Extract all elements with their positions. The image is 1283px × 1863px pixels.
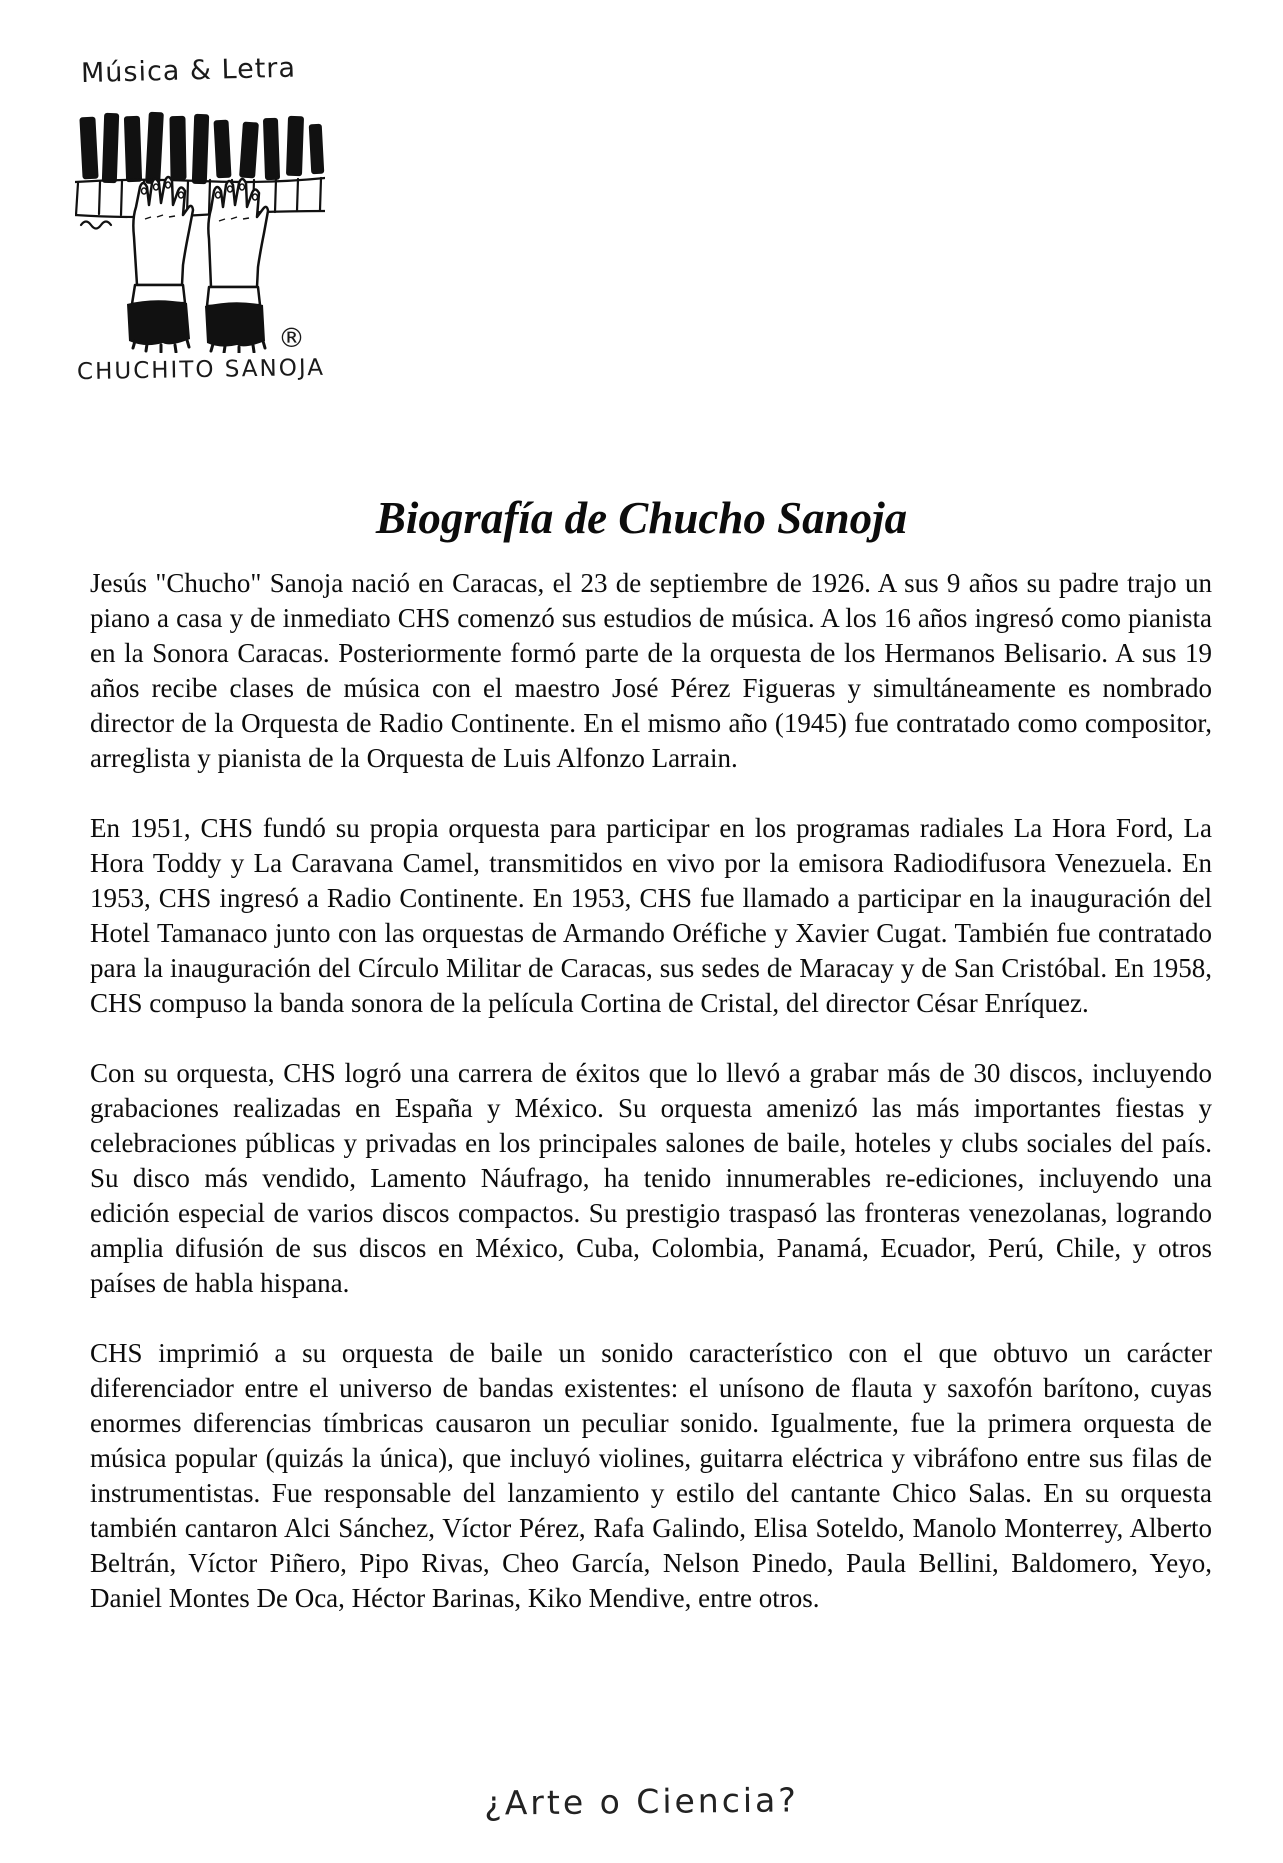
footer-question: ¿Arte o Ciencia? [484,1780,799,1823]
page-title: Biografía de Chucho Sanoja [375,493,908,544]
music-letra-logo [75,52,330,410]
biography-body [90,566,1212,1651]
biography-paragraph-4: CHS imprimió a su orquesta de baile un sonido característico con el que obtuvo un carácter diferenciador entre el universo de bandas existentes: el unísono de flauta y saxofón barítono, cuyas enormes diferencias tímbricas causaron un peculiar sonido. Igualmente, fue la primera orquesta de música popular (quizás la única), que incluyó violines, guitarra eléctrica y vibráfono entre sus filas de instrumentistas. Fue responsable del lanzamiento y estilo del cantante Chico Salas. En su orquesta también cantaron Alci Sánchez, Víctor Pérez, Rafa Galindo, Elisa Soteldo, Manolo Monterrey, Alberto Beltrán, Víctor Piñero, Pipo Rivas, Cheo García, Nelson Pinedo, Paula Bellini, Baldomero, Yeyo, Daniel Montes De Oca, Héctor Barinas, Kiko Mendive, entre otros. [90,1338,1212,1613]
logo-artist-name: CHUCHITO SANOJA [76,354,326,386]
biography-paragraph-1: Jesús "Chucho" Sanoja nació en Caracas, el 23 de septiembre de 1926. A sus 9 años su padre trajo un piano a casa y de inmediato CHS comenzó sus estudios de música. A los 16 años ingresó como pianista en la Sonora Caracas. Posteriormente formó parte de la orquesta de los Hermanos Belisario. A sus 19 años recibe clases de música con el maestro José Pérez Figueras y simultáneamente es nombrado director de la Orquesta de Radio Continente. En el mismo año (1945) fue contratado como compositor, arreglista y pianista de la Orquesta de Luis Alfonzo Larrain. [90,568,1212,773]
biography-paragraph-2: En 1951, CHS fundó su propia orquesta para participar en los programas radiales La Hora Ford, La Hora Toddy y La Caravana Camel, transmitidos en vivo por la emisora Radiodifusora Venezuela. En 1953, CHS ingresó a Radio Continente. En 1953, CHS fue llamado a participar en la inauguración del Hotel Tamanaco junto con las orquestas de Armando Oréfiche y Xavier Cugat. También fue contratado para la inauguración del Círculo Militar de Caracas, sus sedes de Maracay y de San Cristóbal. En 1958, CHS compuso la banda sonora de la película Cortina de Cristal, del director César Enríquez. [90,813,1212,1018]
biography-paragraph-3: Con su orquesta, CHS logró una carrera de éxitos que lo llevó a grabar más de 30 discos, incluyendo grabaciones realizadas en España y México. Su orquesta amenizó las más importantes fiestas y celebraciones públicas y privadas en los principales salones de baile, hoteles y clubs sociales del país. Su disco más vendido, Lamento Náufrago, ha tenido innumerables re-ediciones, incluyendo una edición especial de varios discos compactos. Su prestigio traspasó las fronteras venezolanas, logrando amplia difusión de sus discos en México, Cuba, Colombia, Panamá, Ecuador, Perú, Chile, y otros países de habla hispana. [90,1058,1212,1298]
registered-trademark-symbol: ® [278,323,305,354]
piano-keys-hands-illustration [75,107,325,353]
logo-brand-text: Música & Letra [80,52,297,90]
